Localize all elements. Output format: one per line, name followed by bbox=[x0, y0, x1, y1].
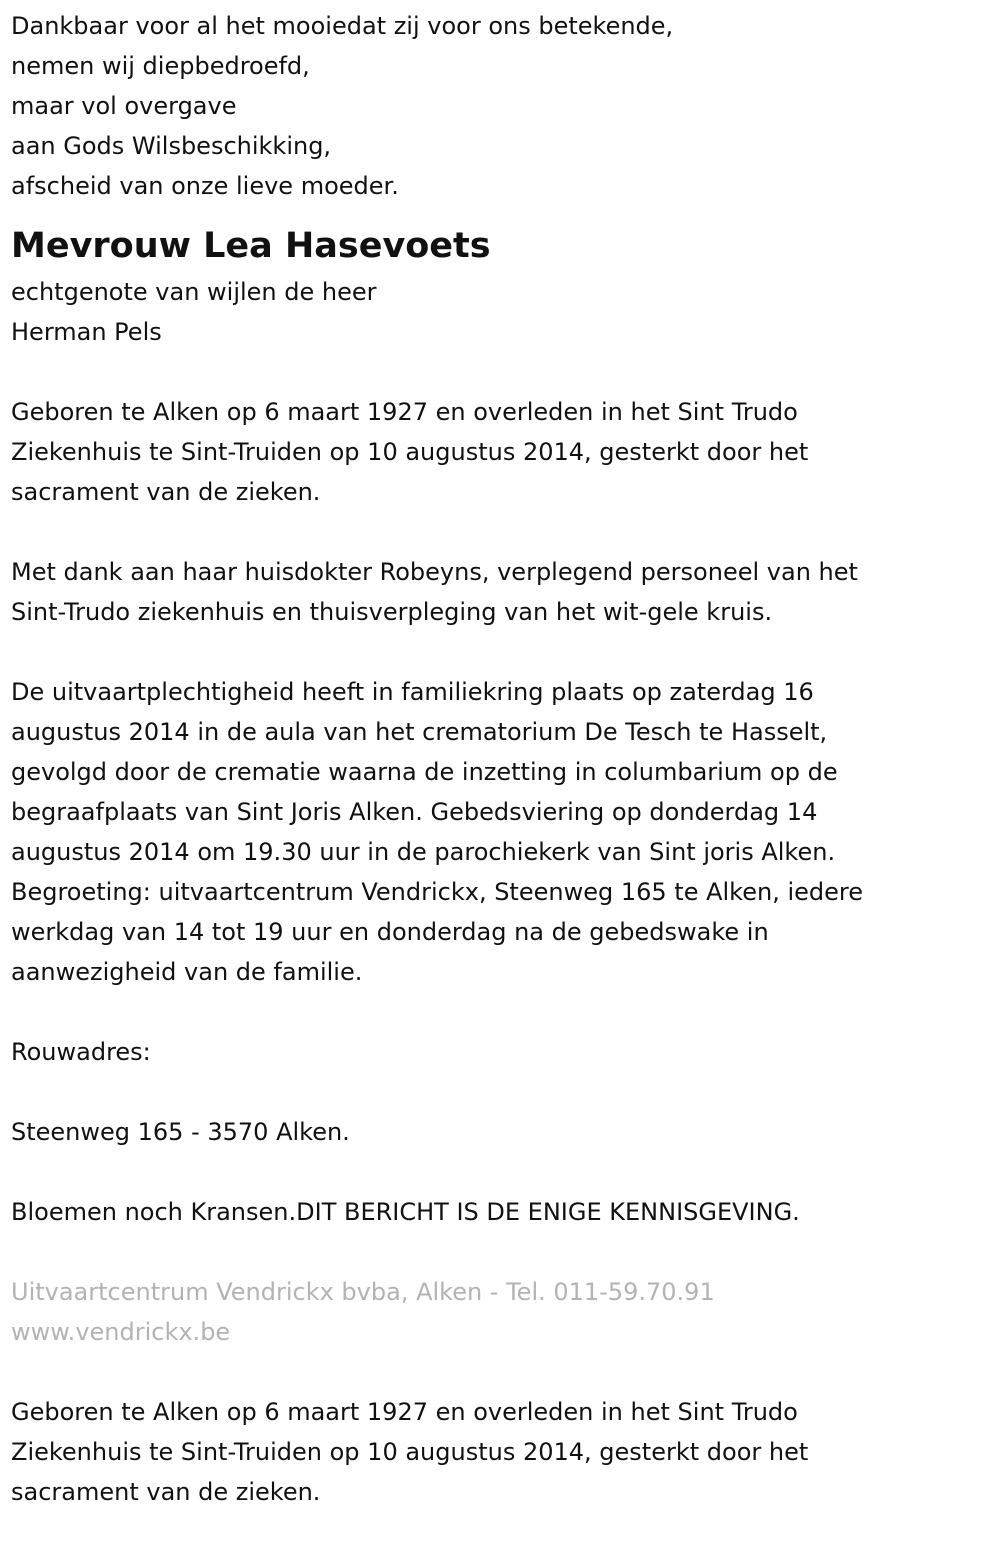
birth-death-line: sacrament van de zieken. bbox=[11, 478, 321, 506]
thanks-line: Sint-Trudo ziekenhuis en thuisverpleging van het wit-gele kruis. bbox=[11, 598, 773, 626]
address-value: Steenweg 165 - 3570 Alken. bbox=[11, 1118, 350, 1146]
birth-death-line: Ziekenhuis te Sint-Truiden op 10 augustus 2014, gesterkt door het bbox=[11, 438, 809, 466]
address-label: Rouwadres: bbox=[11, 1038, 151, 1066]
ceremony-line: De uitvaartplechtigheid heeft in familiekring plaats op zaterdag 16 bbox=[11, 678, 814, 706]
birth-death-line: Geboren te Alken op 6 maart 1927 en overleden in het Sint Trudo bbox=[11, 1398, 798, 1426]
birth-death-line: Geboren te Alken op 6 maart 1927 en overleden in het Sint Trudo bbox=[11, 398, 798, 426]
thanks-line: Met dank aan haar huisdokter Robeyns, verplegend personeel van het bbox=[11, 558, 858, 586]
spacer bbox=[11, 1232, 989, 1272]
intro-line: nemen wij diepbedroefd, bbox=[11, 52, 310, 80]
birth-death-section-repeat bbox=[11, 1392, 989, 1512]
intro-line: afscheid van onze lieve moeder. bbox=[11, 172, 399, 200]
spouse-line: echtgenote van wijlen de heer bbox=[11, 278, 377, 306]
intro-section bbox=[11, 6, 989, 206]
spouse-line: Herman Pels bbox=[11, 318, 162, 346]
funeral-home-section bbox=[11, 1272, 989, 1352]
intro-line: Dankbaar voor al het mooiedat zij voor ons betekende, bbox=[11, 12, 674, 40]
birth-death-line: Ziekenhuis te Sint-Truiden op 10 augustus 2014, gesterkt door het bbox=[11, 1438, 809, 1466]
spacer bbox=[11, 512, 989, 552]
birth-death-section bbox=[11, 392, 989, 512]
funeral-home-line: Uitvaartcentrum Vendrickx bvba, Alken - Tel. 011-59.70.91 bbox=[11, 1278, 715, 1306]
ceremony-line: gevolgd door de crematie waarna de inzetting in columbarium op de bbox=[11, 758, 838, 786]
spacer bbox=[11, 352, 989, 392]
ceremony-line: werkdag van 14 tot 19 uur en donderdag na de gebedswake in bbox=[11, 918, 769, 946]
spacer bbox=[11, 1352, 989, 1392]
thanks-section bbox=[11, 552, 989, 632]
ceremony-line: Begroeting: uitvaartcentrum Vendrickx, Steenweg 165 te Alken, iedere bbox=[11, 878, 863, 906]
ceremony-line: augustus 2014 om 19.30 uur in de parochiekerk van Sint joris Alken. bbox=[11, 838, 836, 866]
deceased-name: Mevrouw Lea Hasevoets bbox=[11, 226, 491, 266]
spacer bbox=[11, 1072, 989, 1112]
spacer bbox=[11, 1152, 989, 1192]
intro-line: maar vol overgave bbox=[11, 92, 237, 120]
deceased-section bbox=[11, 220, 989, 352]
spacer bbox=[11, 632, 989, 672]
ceremony-line: augustus 2014 in de aula van het crematorium De Tesch te Hasselt, bbox=[11, 718, 828, 746]
birth-death-line: sacrament van de zieken. bbox=[11, 1478, 321, 1506]
funeral-home-website-link[interactable]: www.vendrickx.be bbox=[11, 1318, 231, 1346]
ceremony-line: aanwezigheid van de familie. bbox=[11, 958, 363, 986]
flowers-notice: Bloemen noch Kransen.DIT BERICHT IS DE ENIGE KENNISGEVING. bbox=[11, 1198, 800, 1226]
intro-line: aan Gods Wilsbeschikking, bbox=[11, 132, 332, 160]
ceremony-section bbox=[11, 672, 989, 992]
spacer bbox=[11, 992, 989, 1032]
ceremony-line: begraafplaats van Sint Joris Alken. Gebedsviering op donderdag 14 bbox=[11, 798, 818, 826]
